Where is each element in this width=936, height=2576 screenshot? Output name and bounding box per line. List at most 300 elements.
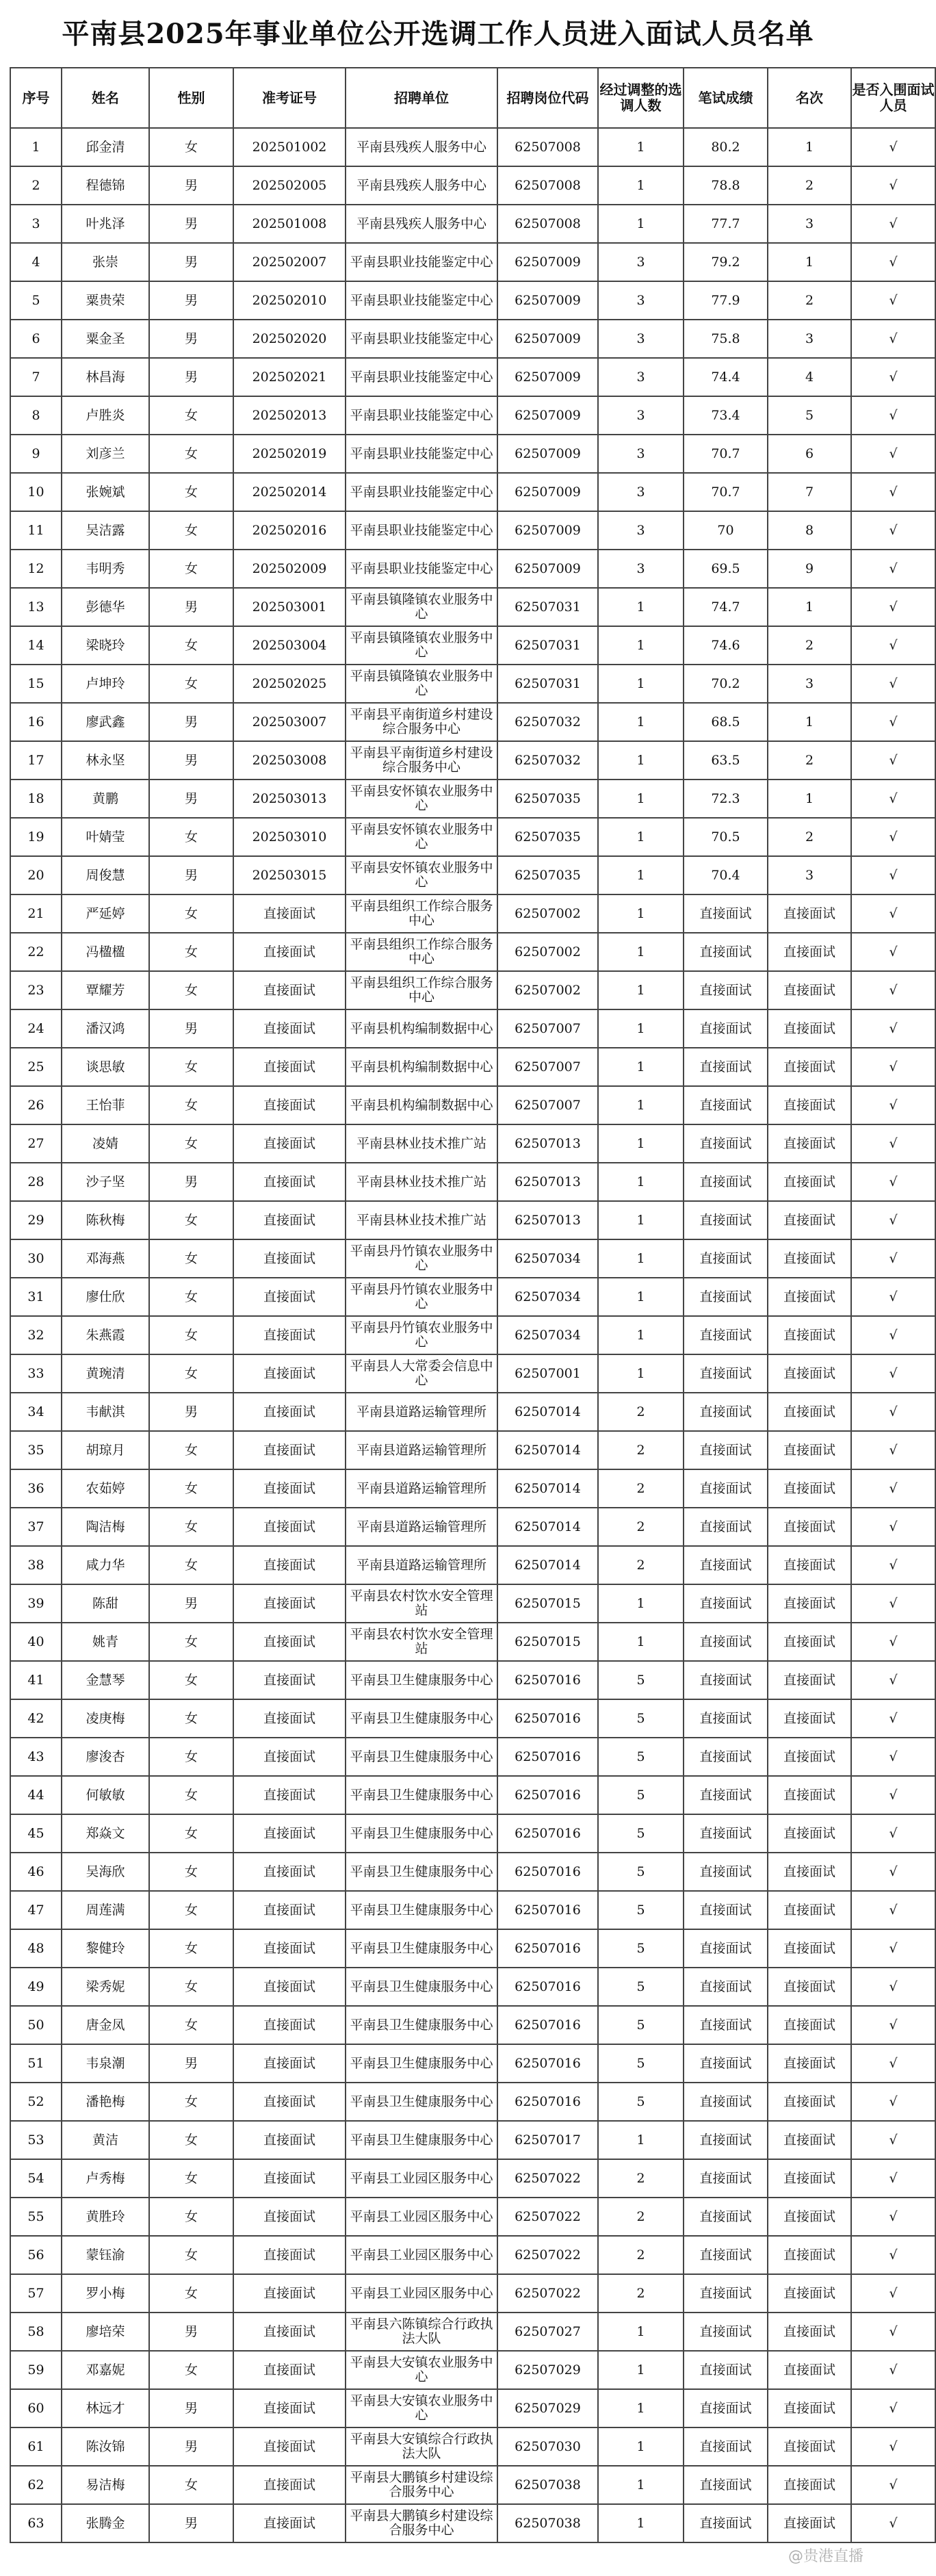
cell-rank: 直接面试 bbox=[768, 1738, 851, 1776]
cell-rank: 直接面试 bbox=[768, 1163, 851, 1201]
cell-post-code: 62507009 bbox=[497, 435, 598, 473]
cell-rank: 直接面试 bbox=[768, 1469, 851, 1508]
cell-name: 邓嘉妮 bbox=[62, 2351, 149, 2389]
cell-unit: 平南县卫生健康服务中心 bbox=[346, 1929, 497, 1968]
cell-interview: √ bbox=[851, 1699, 935, 1738]
cell-interview: √ bbox=[851, 2351, 935, 2389]
cell-score: 直接面试 bbox=[684, 1354, 768, 1393]
table-row bbox=[10, 2504, 935, 2542]
cell-rank: 直接面试 bbox=[768, 2236, 851, 2274]
cell-post-code: 62507016 bbox=[497, 1968, 598, 2006]
cell-quota: 1 bbox=[598, 205, 684, 243]
cell-gender: 男 bbox=[149, 588, 233, 626]
cell-rank: 6 bbox=[768, 435, 851, 473]
cell-seq: 1 bbox=[10, 128, 62, 166]
cell-unit: 平南县职业技能鉴定中心 bbox=[346, 281, 497, 320]
cell-quota: 5 bbox=[598, 1853, 684, 1891]
cell-rank: 直接面试 bbox=[768, 1201, 851, 1239]
cell-quota: 5 bbox=[598, 2044, 684, 2083]
table-row bbox=[10, 2083, 935, 2121]
cell-score: 直接面试 bbox=[684, 1968, 768, 2006]
cell-post-code: 62507013 bbox=[497, 1163, 598, 1201]
table-row bbox=[10, 1546, 935, 1584]
cell-score: 直接面试 bbox=[684, 1316, 768, 1354]
cell-quota: 1 bbox=[598, 166, 684, 205]
cell-gender: 男 bbox=[149, 1393, 233, 1431]
cell-gender: 女 bbox=[149, 128, 233, 166]
cell-post-code: 62507009 bbox=[497, 473, 598, 511]
cell-unit: 平南县卫生健康服务中心 bbox=[346, 2121, 497, 2159]
cell-gender: 女 bbox=[149, 2198, 233, 2236]
cell-unit: 平南县安怀镇农业服务中心 bbox=[346, 780, 497, 818]
cell-quota: 1 bbox=[598, 2504, 684, 2542]
table-row bbox=[10, 396, 935, 435]
cell-gender: 女 bbox=[149, 1623, 233, 1661]
cell-gender: 男 bbox=[149, 2044, 233, 2083]
roster-table bbox=[10, 67, 936, 2543]
cell-interview: √ bbox=[851, 2121, 935, 2159]
cell-seq: 50 bbox=[10, 2006, 62, 2044]
cell-quota: 3 bbox=[598, 473, 684, 511]
cell-unit: 平南县卫生健康服务中心 bbox=[346, 2044, 497, 2083]
cell-exam-no: 直接面试 bbox=[233, 2504, 346, 2542]
cell-name: 姚青 bbox=[62, 1623, 149, 1661]
cell-post-code: 62507016 bbox=[497, 1738, 598, 1776]
cell-unit: 平南县组织工作综合服务中心 bbox=[346, 971, 497, 1009]
cell-seq: 13 bbox=[10, 588, 62, 626]
cell-quota: 3 bbox=[598, 550, 684, 588]
header-exam-no: 准考证号 bbox=[233, 68, 346, 128]
table-row bbox=[10, 473, 935, 511]
cell-gender: 男 bbox=[149, 2427, 233, 2466]
cell-quota: 5 bbox=[598, 1699, 684, 1738]
table-row bbox=[10, 1891, 935, 1929]
cell-interview: √ bbox=[851, 2006, 935, 2044]
cell-rank: 直接面试 bbox=[768, 2466, 851, 2504]
cell-exam-no: 202502013 bbox=[233, 396, 346, 435]
cell-quota: 1 bbox=[598, 1316, 684, 1354]
cell-quota: 1 bbox=[598, 2466, 684, 2504]
cell-score: 直接面试 bbox=[684, 971, 768, 1009]
cell-interview: √ bbox=[851, 1853, 935, 1891]
cell-name: 卢秀梅 bbox=[62, 2159, 149, 2198]
cell-post-code: 62507009 bbox=[497, 320, 598, 358]
cell-rank: 直接面试 bbox=[768, 1316, 851, 1354]
cell-interview: √ bbox=[851, 1124, 935, 1163]
table-row bbox=[10, 1201, 935, 1239]
cell-interview: √ bbox=[851, 894, 935, 933]
cell-post-code: 62507031 bbox=[497, 665, 598, 703]
cell-post-code: 62507014 bbox=[497, 1546, 598, 1584]
cell-score: 70.4 bbox=[684, 856, 768, 894]
cell-gender: 女 bbox=[149, 2121, 233, 2159]
cell-score: 直接面试 bbox=[684, 2389, 768, 2427]
cell-gender: 女 bbox=[149, 1124, 233, 1163]
cell-score: 直接面试 bbox=[684, 2044, 768, 2083]
cell-post-code: 62507016 bbox=[497, 1929, 598, 1968]
cell-rank: 2 bbox=[768, 741, 851, 780]
cell-unit: 平南县大鹏镇乡村建设综合服务中心 bbox=[346, 2466, 497, 2504]
cell-rank: 直接面试 bbox=[768, 1009, 851, 1048]
cell-quota: 1 bbox=[598, 818, 684, 856]
cell-unit: 平南县职业技能鉴定中心 bbox=[346, 435, 497, 473]
cell-name: 邱金清 bbox=[62, 128, 149, 166]
cell-gender: 男 bbox=[149, 1009, 233, 1048]
cell-rank: 直接面试 bbox=[768, 1546, 851, 1584]
cell-unit: 平南县卫生健康服务中心 bbox=[346, 1661, 497, 1699]
cell-post-code: 62507031 bbox=[497, 588, 598, 626]
header-interview: 是否入围面试人员 bbox=[851, 68, 935, 128]
cell-quota: 1 bbox=[598, 894, 684, 933]
header-score: 笔试成绩 bbox=[684, 68, 768, 128]
cell-interview: √ bbox=[851, 1278, 935, 1316]
table-row bbox=[10, 2121, 935, 2159]
cell-interview: √ bbox=[851, 1968, 935, 2006]
cell-seq: 10 bbox=[10, 473, 62, 511]
cell-rank: 直接面试 bbox=[768, 1968, 851, 2006]
cell-score: 73.4 bbox=[684, 396, 768, 435]
cell-interview: √ bbox=[851, 1661, 935, 1699]
cell-rank: 1 bbox=[768, 703, 851, 741]
cell-quota: 5 bbox=[598, 1929, 684, 1968]
cell-exam-no: 202501002 bbox=[233, 128, 346, 166]
cell-name: 黄鹏 bbox=[62, 780, 149, 818]
cell-rank: 直接面试 bbox=[768, 1278, 851, 1316]
cell-exam-no: 直接面试 bbox=[233, 2198, 346, 2236]
cell-post-code: 62507030 bbox=[497, 2427, 598, 2466]
cell-rank: 直接面试 bbox=[768, 1393, 851, 1431]
cell-quota: 1 bbox=[598, 1201, 684, 1239]
table-row bbox=[10, 1469, 935, 1508]
watermark: @贵港直播 bbox=[788, 2548, 863, 2565]
cell-rank: 直接面试 bbox=[768, 1354, 851, 1393]
cell-quota: 1 bbox=[598, 2427, 684, 2466]
cell-post-code: 62507013 bbox=[497, 1124, 598, 1163]
cell-unit: 平南县六陈镇综合行政执法大队 bbox=[346, 2313, 497, 2351]
cell-quota: 1 bbox=[598, 1623, 684, 1661]
cell-post-code: 62507009 bbox=[497, 358, 598, 396]
cell-gender: 男 bbox=[149, 2313, 233, 2351]
cell-name: 朱燕霞 bbox=[62, 1316, 149, 1354]
cell-quota: 5 bbox=[598, 1814, 684, 1853]
cell-seq: 15 bbox=[10, 665, 62, 703]
header-row bbox=[10, 68, 935, 128]
cell-seq: 22 bbox=[10, 933, 62, 971]
cell-gender: 女 bbox=[149, 1278, 233, 1316]
cell-unit: 平南县卫生健康服务中心 bbox=[346, 1853, 497, 1891]
table-row bbox=[10, 281, 935, 320]
cell-post-code: 62507013 bbox=[497, 1201, 598, 1239]
cell-unit: 平南县镇隆镇农业服务中心 bbox=[346, 626, 497, 665]
cell-unit: 平南县道路运输管理所 bbox=[346, 1393, 497, 1431]
cell-post-code: 62507007 bbox=[497, 1048, 598, 1086]
cell-exam-no: 202502025 bbox=[233, 665, 346, 703]
cell-name: 林永坚 bbox=[62, 741, 149, 780]
cell-unit: 平南县卫生健康服务中心 bbox=[346, 1699, 497, 1738]
cell-gender: 女 bbox=[149, 665, 233, 703]
cell-score: 72.3 bbox=[684, 780, 768, 818]
cell-post-code: 62507015 bbox=[497, 1584, 598, 1623]
cell-rank: 3 bbox=[768, 856, 851, 894]
cell-name: 周莲满 bbox=[62, 1891, 149, 1929]
cell-post-code: 62507035 bbox=[497, 856, 598, 894]
cell-interview: √ bbox=[851, 2427, 935, 2466]
cell-exam-no: 直接面试 bbox=[233, 1354, 346, 1393]
cell-seq: 52 bbox=[10, 2083, 62, 2121]
cell-gender: 女 bbox=[149, 1469, 233, 1508]
cell-rank: 9 bbox=[768, 550, 851, 588]
cell-exam-no: 直接面试 bbox=[233, 1316, 346, 1354]
cell-name: 陶洁梅 bbox=[62, 1508, 149, 1546]
cell-interview: √ bbox=[851, 2159, 935, 2198]
table-row bbox=[10, 243, 935, 281]
cell-exam-no: 直接面试 bbox=[233, 2083, 346, 2121]
cell-seq: 5 bbox=[10, 281, 62, 320]
cell-exam-no: 直接面试 bbox=[233, 1278, 346, 1316]
cell-name: 吴海欣 bbox=[62, 1853, 149, 1891]
cell-exam-no: 直接面试 bbox=[233, 1929, 346, 1968]
cell-unit: 平南县职业技能鉴定中心 bbox=[346, 473, 497, 511]
cell-unit: 平南县机构编制数据中心 bbox=[346, 1009, 497, 1048]
cell-exam-no: 直接面试 bbox=[233, 894, 346, 933]
table-row bbox=[10, 2389, 935, 2427]
cell-unit: 平南县人大常委会信息中心 bbox=[346, 1354, 497, 1393]
cell-interview: √ bbox=[851, 128, 935, 166]
cell-interview: √ bbox=[851, 1546, 935, 1584]
cell-score: 直接面试 bbox=[684, 2274, 768, 2313]
cell-post-code: 62507016 bbox=[497, 1661, 598, 1699]
cell-post-code: 62507017 bbox=[497, 2121, 598, 2159]
cell-quota: 3 bbox=[598, 435, 684, 473]
cell-seq: 38 bbox=[10, 1546, 62, 1584]
cell-interview: √ bbox=[851, 396, 935, 435]
cell-unit: 平南县平南街道乡村建设综合服务中心 bbox=[346, 741, 497, 780]
cell-gender: 男 bbox=[149, 703, 233, 741]
cell-post-code: 62507016 bbox=[497, 1776, 598, 1814]
cell-post-code: 62507016 bbox=[497, 2006, 598, 2044]
cell-rank: 直接面试 bbox=[768, 1929, 851, 1968]
cell-rank: 直接面试 bbox=[768, 1431, 851, 1469]
cell-gender: 女 bbox=[149, 2159, 233, 2198]
cell-score: 70.5 bbox=[684, 818, 768, 856]
cell-interview: √ bbox=[851, 703, 935, 741]
cell-rank: 直接面试 bbox=[768, 1508, 851, 1546]
cell-score: 直接面试 bbox=[684, 1393, 768, 1431]
cell-interview: √ bbox=[851, 2389, 935, 2427]
cell-interview: √ bbox=[851, 435, 935, 473]
cell-seq: 8 bbox=[10, 396, 62, 435]
cell-quota: 1 bbox=[598, 741, 684, 780]
cell-gender: 女 bbox=[149, 1508, 233, 1546]
cell-score: 直接面试 bbox=[684, 1201, 768, 1239]
cell-post-code: 62507038 bbox=[497, 2466, 598, 2504]
cell-unit: 平南县大鹏镇乡村建设综合服务中心 bbox=[346, 2504, 497, 2542]
cell-rank: 直接面试 bbox=[768, 971, 851, 1009]
cell-unit: 平南县安怀镇农业服务中心 bbox=[346, 818, 497, 856]
cell-seq: 34 bbox=[10, 1393, 62, 1431]
cell-name: 廖武鑫 bbox=[62, 703, 149, 741]
cell-name: 彭德华 bbox=[62, 588, 149, 626]
cell-quota: 1 bbox=[598, 1009, 684, 1048]
cell-gender: 男 bbox=[149, 320, 233, 358]
cell-interview: √ bbox=[851, 2044, 935, 2083]
cell-exam-no: 202502009 bbox=[233, 550, 346, 588]
cell-name: 卢坤玲 bbox=[62, 665, 149, 703]
cell-quota: 3 bbox=[598, 358, 684, 396]
cell-exam-no: 直接面试 bbox=[233, 1163, 346, 1201]
cell-post-code: 62507032 bbox=[497, 703, 598, 741]
cell-quota: 1 bbox=[598, 1239, 684, 1278]
cell-score: 77.9 bbox=[684, 281, 768, 320]
cell-unit: 平南县平南街道乡村建设综合服务中心 bbox=[346, 703, 497, 741]
cell-gender: 女 bbox=[149, 550, 233, 588]
cell-quota: 1 bbox=[598, 1086, 684, 1124]
cell-score: 直接面试 bbox=[684, 1738, 768, 1776]
cell-quota: 5 bbox=[598, 2083, 684, 2121]
cell-quota: 1 bbox=[598, 780, 684, 818]
cell-rank: 1 bbox=[768, 128, 851, 166]
cell-gender: 女 bbox=[149, 1853, 233, 1891]
page-title: 平南县2025年事业单位公开选调工作人员进入面试人员名单 bbox=[62, 18, 814, 50]
cell-rank: 直接面试 bbox=[768, 1891, 851, 1929]
cell-post-code: 62507031 bbox=[497, 626, 598, 665]
cell-unit: 平南县卫生健康服务中心 bbox=[346, 1968, 497, 2006]
cell-rank: 直接面试 bbox=[768, 2006, 851, 2044]
cell-exam-no: 直接面试 bbox=[233, 1239, 346, 1278]
cell-score: 直接面试 bbox=[684, 1048, 768, 1086]
cell-quota: 3 bbox=[598, 396, 684, 435]
cell-name: 凌庚梅 bbox=[62, 1699, 149, 1738]
cell-interview: √ bbox=[851, 856, 935, 894]
cell-name: 刘彦兰 bbox=[62, 435, 149, 473]
cell-post-code: 62507002 bbox=[497, 971, 598, 1009]
cell-gender: 女 bbox=[149, 435, 233, 473]
cell-interview: √ bbox=[851, 2083, 935, 2121]
cell-seq: 54 bbox=[10, 2159, 62, 2198]
table-row bbox=[10, 894, 935, 933]
cell-gender: 男 bbox=[149, 1163, 233, 1201]
cell-exam-no: 直接面试 bbox=[233, 2427, 346, 2466]
cell-seq: 7 bbox=[10, 358, 62, 396]
cell-name: 金慧琴 bbox=[62, 1661, 149, 1699]
cell-quota: 1 bbox=[598, 1278, 684, 1316]
cell-gender: 男 bbox=[149, 856, 233, 894]
cell-post-code: 62507002 bbox=[497, 894, 598, 933]
cell-gender: 女 bbox=[149, 933, 233, 971]
cell-seq: 24 bbox=[10, 1009, 62, 1048]
cell-quota: 3 bbox=[598, 511, 684, 550]
cell-name: 潘艳梅 bbox=[62, 2083, 149, 2121]
cell-post-code: 62507007 bbox=[497, 1009, 598, 1048]
cell-unit: 平南县职业技能鉴定中心 bbox=[346, 396, 497, 435]
cell-unit: 平南县镇隆镇农业服务中心 bbox=[346, 665, 497, 703]
cell-score: 直接面试 bbox=[684, 2083, 768, 2121]
cell-gender: 女 bbox=[149, 473, 233, 511]
cell-exam-no: 202503010 bbox=[233, 818, 346, 856]
cell-score: 直接面试 bbox=[684, 1699, 768, 1738]
table-row bbox=[10, 626, 935, 665]
cell-quota: 5 bbox=[598, 1776, 684, 1814]
cell-gender: 男 bbox=[149, 166, 233, 205]
cell-name: 卢胜炎 bbox=[62, 396, 149, 435]
cell-seq: 4 bbox=[10, 243, 62, 281]
cell-interview: √ bbox=[851, 473, 935, 511]
header-name: 姓名 bbox=[62, 68, 149, 128]
cell-name: 陈秋梅 bbox=[62, 1201, 149, 1239]
cell-score: 69.5 bbox=[684, 550, 768, 588]
cell-name: 粟贵荣 bbox=[62, 281, 149, 320]
roster-body bbox=[10, 128, 935, 2542]
cell-post-code: 62507008 bbox=[497, 166, 598, 205]
cell-rank: 直接面试 bbox=[768, 894, 851, 933]
cell-score: 70.7 bbox=[684, 435, 768, 473]
cell-quota: 2 bbox=[598, 1393, 684, 1431]
cell-post-code: 62507038 bbox=[497, 2504, 598, 2542]
cell-name: 廖浚杏 bbox=[62, 1738, 149, 1776]
cell-rank: 7 bbox=[768, 473, 851, 511]
table-row bbox=[10, 2427, 935, 2466]
cell-interview: √ bbox=[851, 2313, 935, 2351]
cell-gender: 女 bbox=[149, 1048, 233, 1086]
cell-unit: 平南县组织工作综合服务中心 bbox=[346, 894, 497, 933]
cell-score: 77.7 bbox=[684, 205, 768, 243]
cell-score: 直接面试 bbox=[684, 1929, 768, 1968]
cell-exam-no: 直接面试 bbox=[233, 933, 346, 971]
cell-exam-no: 直接面试 bbox=[233, 2006, 346, 2044]
cell-score: 直接面试 bbox=[684, 1546, 768, 1584]
cell-quota: 3 bbox=[598, 243, 684, 281]
cell-exam-no: 直接面试 bbox=[233, 1431, 346, 1469]
cell-score: 直接面试 bbox=[684, 2006, 768, 2044]
header-seq: 序号 bbox=[10, 68, 62, 128]
cell-name: 覃耀芳 bbox=[62, 971, 149, 1009]
cell-exam-no: 202503008 bbox=[233, 741, 346, 780]
cell-interview: √ bbox=[851, 243, 935, 281]
cell-rank: 2 bbox=[768, 626, 851, 665]
table-row bbox=[10, 780, 935, 818]
cell-post-code: 62507032 bbox=[497, 741, 598, 780]
cell-seq: 18 bbox=[10, 780, 62, 818]
cell-name: 张婉斌 bbox=[62, 473, 149, 511]
cell-unit: 平南县农村饮水安全管理站 bbox=[346, 1623, 497, 1661]
cell-score: 直接面试 bbox=[684, 2466, 768, 2504]
table-row bbox=[10, 166, 935, 205]
table-row bbox=[10, 2466, 935, 2504]
cell-exam-no: 直接面试 bbox=[233, 2236, 346, 2274]
cell-quota: 2 bbox=[598, 2236, 684, 2274]
cell-interview: √ bbox=[851, 1623, 935, 1661]
cell-score: 70.7 bbox=[684, 473, 768, 511]
cell-interview: √ bbox=[851, 1316, 935, 1354]
cell-score: 79.2 bbox=[684, 243, 768, 281]
cell-interview: √ bbox=[851, 550, 935, 588]
cell-seq: 35 bbox=[10, 1431, 62, 1469]
cell-exam-no: 202503013 bbox=[233, 780, 346, 818]
cell-seq: 19 bbox=[10, 818, 62, 856]
cell-post-code: 62507022 bbox=[497, 2274, 598, 2313]
cell-interview: √ bbox=[851, 1508, 935, 1546]
table-row bbox=[10, 550, 935, 588]
cell-rank: 直接面试 bbox=[768, 2159, 851, 2198]
cell-exam-no: 直接面试 bbox=[233, 1086, 346, 1124]
cell-seq: 30 bbox=[10, 1239, 62, 1278]
cell-interview: √ bbox=[851, 588, 935, 626]
cell-name: 易洁梅 bbox=[62, 2466, 149, 2504]
cell-seq: 53 bbox=[10, 2121, 62, 2159]
cell-gender: 女 bbox=[149, 2274, 233, 2313]
cell-name: 邓海燕 bbox=[62, 1239, 149, 1278]
table-row bbox=[10, 703, 935, 741]
